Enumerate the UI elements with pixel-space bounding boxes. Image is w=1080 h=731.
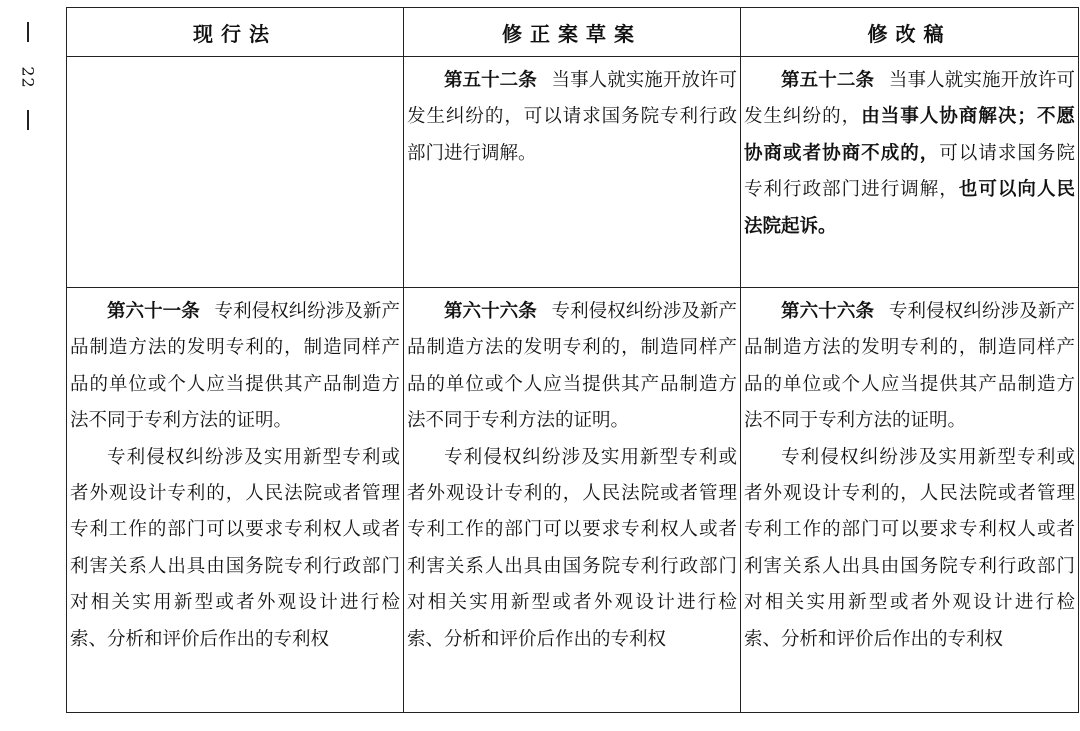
page-number-dash-bottom	[27, 110, 29, 130]
page-number-dash-top	[27, 22, 29, 42]
amended-text: 也可以向人民法院起诉。	[744, 179, 1075, 237]
header-revised-draft: 修改稿	[741, 8, 1079, 57]
article-number: 第六十一条	[107, 301, 200, 322]
cell-draft-article-52	[404, 57, 741, 288]
cell-revised-article-52	[741, 57, 1079, 288]
paragraph	[744, 63, 1075, 245]
article-text: 可以请求国务院专利行政部门进行调解，	[744, 142, 1075, 201]
paragraph	[744, 294, 1075, 440]
article-number: 第五十二条	[781, 70, 875, 91]
article-number: 第五十二条	[444, 70, 537, 91]
paragraph: 专利侵权纠纷涉及实用新型专利或者外观设计专利的，人民法院或者管理专利工作的部门可以要求专利权人或者利害关系人出具由国务院专利行政部门对相关实用新型或者外观设计进行检索、分析和评价后作出的专利权	[70, 446, 400, 650]
header-row	[67, 8, 1079, 57]
amended-text: 由当事人协商解决；不愿协商或者协商不成的，	[744, 106, 1075, 164]
page-number-marker	[8, 22, 48, 132]
comparison-table	[66, 7, 1079, 713]
page-number: 22	[18, 66, 38, 89]
paragraph	[407, 294, 737, 440]
article-text: 专利侵权纠纷涉及新产品制造方法的发明专利的，制造同样产品的单位或个人应当提供其产品制造方法不同于专利方法的证明。	[744, 301, 1075, 432]
paragraph: 专利侵权纠纷涉及实用新型专利或者外观设计专利的，人民法院或者管理专利工作的部门可以要求专利权人或者利害关系人出具由国务院专利行政部门对相关实用新型或者外观设计进行检索、分析和评价后作出的专利权	[744, 446, 1075, 650]
article-number: 第六十六条	[781, 301, 875, 322]
paragraph	[407, 63, 737, 172]
cell-draft-article-66	[404, 288, 741, 713]
table-row	[67, 57, 1079, 288]
paragraph: 专利侵权纠纷涉及实用新型专利或者外观设计专利的，人民法院或者管理专利工作的部门可以要求专利权人或者利害关系人出具由国务院专利行政部门对相关实用新型或者外观设计进行检索、分析和评价后作出的专利权	[407, 446, 737, 650]
article-text: 当事人就实施开放许可发生纠纷的，可以请求国务院专利行政部门进行调解。	[407, 70, 737, 164]
article-text: 专利侵权纠纷涉及新产品制造方法的发明专利的，制造同样产品的单位或个人应当提供其产品制造方法不同于专利方法的证明。	[70, 301, 400, 432]
header-current-law: 现行法	[67, 8, 404, 57]
cell-current-law-empty	[67, 57, 404, 288]
cell-current-article-61	[67, 288, 404, 713]
article-text: 专利侵权纠纷涉及新产品制造方法的发明专利的，制造同样产品的单位或个人应当提供其产品制造方法不同于专利方法的证明。	[407, 301, 737, 432]
header-draft-amendment: 修正案草案	[404, 8, 741, 57]
table-row	[67, 288, 1079, 713]
article-number: 第六十六条	[444, 301, 537, 322]
cell-revised-article-66	[741, 288, 1079, 713]
article-text: 当事人就实施开放许可发生纠纷的，	[744, 70, 1075, 128]
paragraph	[70, 294, 400, 440]
